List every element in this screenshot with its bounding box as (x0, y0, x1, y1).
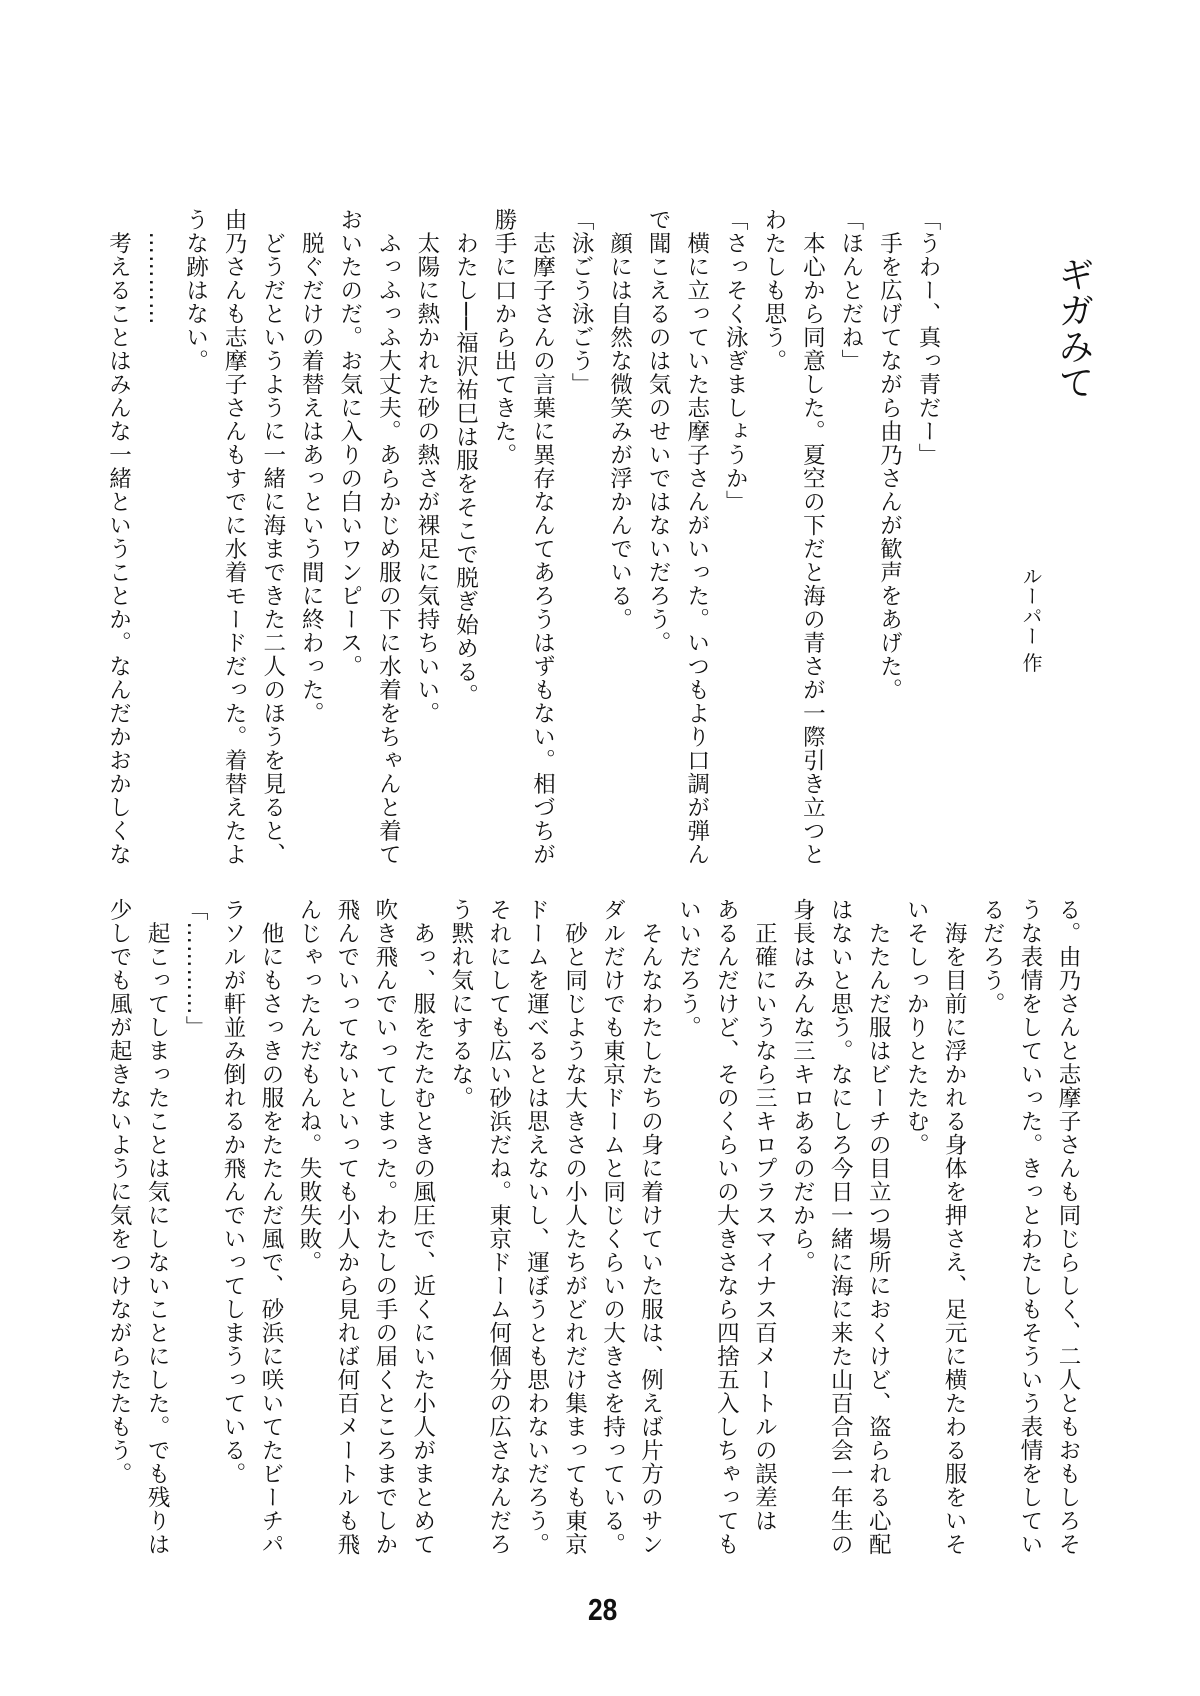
story-title: ギガみて (1053, 256, 1094, 400)
text-line: 脱ぐだけの着替えはあっという間に終わった。 (298, 208, 325, 725)
text-line: 起こってしまったことは気にしないことにした。でも残りは (144, 898, 171, 1556)
author-byline: ルーパー 作 (1019, 566, 1043, 673)
text-line: あるんだけど、そのくらいの大きさなら四捨五入しちゃっても (713, 898, 740, 1556)
text-line: うな跡はない。 (182, 208, 209, 373)
text-line: ふっふっふ大丈夫。あらかじめ服の下に水着をちゃんと着て (375, 208, 402, 866)
text-line: 横に立っていた志摩子さんがいった。いつもより口調が弾ん (683, 208, 710, 866)
text-line: 考えることはみんな一緒ということか。なんだかおかしくな (105, 208, 132, 866)
text-line: うな表情をしていった。きっとわたしもそういう表情をしてい (1017, 898, 1044, 1556)
text-line: おいたのだ。お気に入りの白いワンピース。 (336, 208, 363, 678)
text-line: いいだろう。 (675, 898, 702, 1039)
text-line: 「うわー、真っ青だー」 (915, 208, 941, 467)
text-line: いそしっかりとたたむ。 (903, 898, 930, 1157)
text-line: る。由乃さんと志摩子さんも同じらしく、二人ともおもしろそ (1055, 898, 1081, 1556)
text-line: んじゃったんだもんね。失敗失敗。 (295, 898, 322, 1274)
text-line: 志摩子さんの言葉に異存なんてあろうはずもない。相づちが (529, 208, 556, 866)
text-line: あっ、服をたたむときの風圧で、近くにいた小人がまとめて (409, 898, 436, 1556)
text-line: 「ほんとだね」 (837, 208, 864, 373)
text-block-lower (99, 898, 1086, 1556)
text-line: 「…………」 (182, 898, 209, 1039)
text-line: 海を目前に浮かれる身体を押さえ、足元に横たわる服をいそ (941, 898, 968, 1556)
text-line: う黙れ気にするな。 (447, 898, 474, 1110)
text-line: 顔には自然な微笑みが浮かんでいる。 (606, 208, 633, 631)
text-line: ラソルが軒並み倒れるか飛んでいってしまうっている。 (220, 898, 247, 1486)
text-line: 勝手に口から出てきた。 (490, 208, 517, 467)
text-line: わたしも思う。 (760, 208, 787, 373)
text-line: 太陽に熱かれた砂の熱さが裸足に気持ちいい。 (413, 208, 440, 725)
text-block-upper (99, 208, 947, 866)
page-number: 28 (588, 1592, 618, 1627)
text-line: 由乃さんも志摩子さんもすでに水着モードだった。着替えたよ (221, 208, 248, 866)
text-line: 本心から同意した。夏空の下だと海の青さが一際引き立つと (799, 208, 826, 866)
text-line: わたし──福沢祐巳は服をそこで脱ぎ始める。 (452, 208, 479, 708)
text-line: 「泳ごう泳ごう」 (568, 208, 595, 396)
text-line: 少しでも風が起きないように気をつけながらたたもう。 (106, 898, 133, 1486)
text-line: 正確にいうなら三キロプラスマイナス百メートルの誤差は (751, 898, 778, 1533)
text-line: そんなわたしたちの身に着けていた服は、例えば片方のサン (637, 898, 664, 1556)
text-line: どうだというように一緒に海まできた二人のほうを見ると、 (259, 208, 286, 866)
text-line: 吹き飛んでいってしまった。わたしの手の届くところまでしか (371, 898, 398, 1556)
text-line: で聞こえるのは気のせいではないだろう。 (645, 208, 672, 655)
text-line: 飛んでいってないといっても小人から見れば何百メートルも飛 (333, 898, 360, 1556)
text-line: ドームを運べるとは思えないし、運ぼうとも思わないだろう。 (523, 898, 550, 1556)
text-line: 「さっそく泳ぎましょうか」 (722, 208, 749, 514)
text-line: ダルだけでも東京ドームと同じくらいの大きさを持っている。 (599, 898, 626, 1556)
text-line: 他にもさっきの服をたたんだ風で、砂浜に咲いてたビーチパ (257, 898, 284, 1556)
text-line: 砂と同じような大きさの小人たちがどれだけ集まっても東京 (561, 898, 588, 1556)
text-line: それにしても広い砂浜だね。東京ドーム何個分の広さなんだろ (485, 898, 512, 1556)
text-line: 身長はみんな三キロあるのだから。 (789, 898, 816, 1274)
text-line: たたんだ服はビーチの目立つ場所におくけど、盗られる心配 (865, 898, 892, 1556)
text-line: るだろう。 (979, 898, 1006, 1016)
text-line: 手を広げてながら由乃さんが歓声をあげた。 (876, 208, 903, 702)
text-line: はないと思う。なにしろ今日一緒に海に来た山百合会一年生の (827, 898, 854, 1556)
text-line: ………… (144, 208, 171, 326)
